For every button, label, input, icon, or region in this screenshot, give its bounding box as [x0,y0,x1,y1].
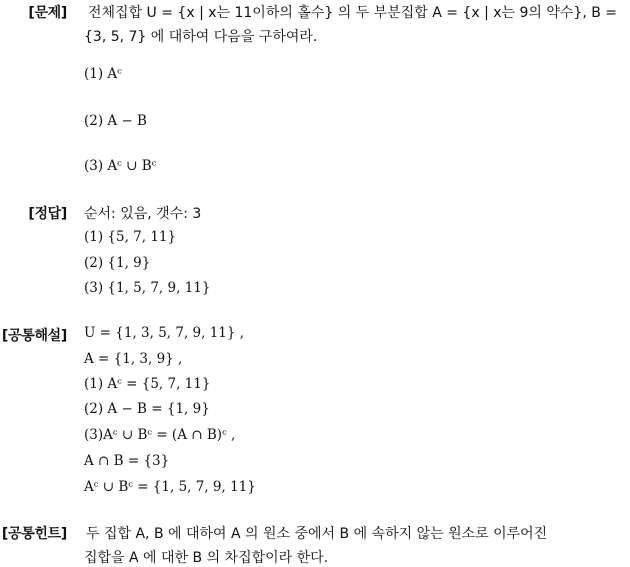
explanation-line: Aᶜ ∪ Bᶜ = {1, 5, 7, 9, 11} [84,479,256,495]
hint-line-2: 집합을 A 에 대한 B 의 차집합이라 한다. [84,550,329,566]
problem-item-2: (2) A − B [84,113,147,129]
explanation-line: (3)Aᶜ ∪ Bᶜ = (A ∩ B)ᶜ , [84,427,236,443]
problem-item-3: (3) Aᶜ ∪ Bᶜ [84,158,157,174]
answer-item-1: (1) {5, 7, 11} [84,229,177,245]
answer-summary: 순서: 있음, 갯수: 3 [84,206,202,222]
problem-line-2: {3, 5, 7} 에 대하여 다음을 구하여라. [84,29,318,45]
explanation-line: (1) Aᶜ = {5, 7, 11} [84,376,211,392]
explanation-line: A ∩ B = {3} [84,453,170,469]
problem-item-1: (1) Aᶜ [84,66,122,82]
explanation-line: U = {1, 3, 5, 7, 9, 11} , [84,325,245,341]
problem-label: [문제] [28,5,67,21]
answer-item-3: (3) {1, 5, 7, 9, 11} [84,280,211,296]
problem-line-1: 전체집합 U = {x | x는 11이하의 홀수} 의 두 부분집합 A = {x | x는 9의 약수}, B = [88,5,618,21]
hint-label: [공통힌트] [1,526,67,542]
explanation-label: [공통해설] [1,328,67,344]
answer-label: [정답] [28,206,67,222]
explanation-line: A = {1, 3, 9} , [84,351,183,367]
answer-item-2: (2) {1, 9} [84,255,151,271]
hint-line-1: 두 집합 A, B 에 대하여 A 의 원소 중에서 B 에 속하지 않는 원소로 이루어진 [86,526,548,542]
explanation-line: (2) A − B = {1, 9} [84,401,210,417]
